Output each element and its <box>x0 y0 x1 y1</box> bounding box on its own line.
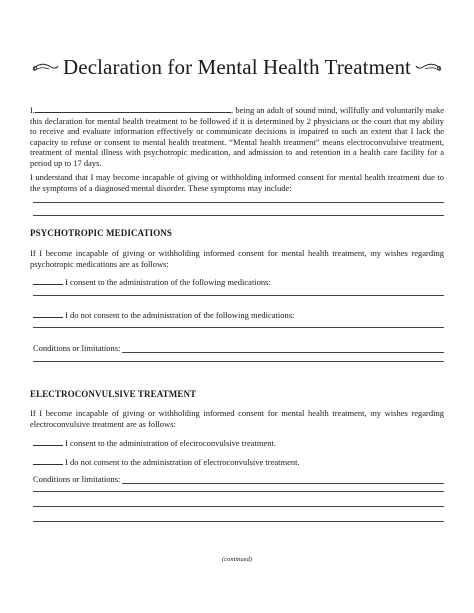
psychotropic-conditions-label: Conditions or limitations: <box>33 343 121 353</box>
psychotropic-consent-row <box>33 276 271 287</box>
psychotropic-noconsent-initials[interactable] <box>33 309 63 318</box>
ect-conditions-line-3[interactable] <box>33 521 444 522</box>
psychotropic-noconsent-label: I do not consent to the administration of the following medications: <box>65 310 295 320</box>
ect-conditions-label: Conditions or limitations: <box>33 474 121 484</box>
ect-conditions-row <box>33 474 444 484</box>
ect-consent-row <box>33 437 276 448</box>
symptoms-line-1[interactable] <box>33 202 444 203</box>
title-row <box>30 52 444 82</box>
intro-prefix: I, <box>30 105 35 115</box>
psychotropic-conditions-line[interactable] <box>33 361 444 362</box>
psychotropic-consent-line[interactable] <box>33 295 444 296</box>
ect-consent-initials[interactable] <box>33 437 63 446</box>
psychotropic-intro: If I become incapable of giving or withholding informed consent for mental health treatment, my wishes regarding psychotropic medications are as follows: <box>30 248 444 269</box>
page-title: Declaration for Mental Health Treatment <box>63 54 411 79</box>
psychotropic-noconsent-row <box>33 309 294 320</box>
symptoms-paragraph: I understand that I may become incapable of giving or withholding informed consent for mental health treatment due to the symptoms of a diagnosed mental disorder. These symptoms may include: <box>30 172 444 193</box>
ect-intro: If I become incapable of giving or withholding informed consent for mental health treatment, my wishes regarding electroconvulsive treatment are as follows: <box>30 408 444 429</box>
ect-noconsent-initials[interactable] <box>33 456 63 465</box>
ect-conditions-field[interactable] <box>122 475 444 484</box>
psychotropic-consent-initials[interactable] <box>33 276 63 285</box>
right-flourish-icon <box>415 59 443 75</box>
left-flourish-icon <box>31 59 59 75</box>
ect-conditions-line-1[interactable] <box>33 491 444 492</box>
psychotropic-consent-label: I consent to the administration of the following medications: <box>65 277 271 287</box>
ect-heading: ELECTROCONVULSIVE TREATMENT <box>30 389 197 399</box>
ect-noconsent-row <box>33 456 300 467</box>
ect-consent-label: I consent to the administration of electroconvulsive treatment. <box>65 438 277 448</box>
intro-paragraph <box>30 104 444 169</box>
ect-conditions-line-2[interactable] <box>33 506 444 507</box>
intro-text: , being an adult of sound mind, willfully and voluntarily make this declaration for mental health treatment to be followed if it is determined by 2 physicians or the court that my ability to receive and evaluate information effectively or communicate decisions is impaired to such an extent that I lack the capacity to refuse or consent to mental health treatment. “Mental health treatment” means electroconvulsive treatment, treatment of mental illness with psychotropic medication, and admission to and retention in a health care facility for a period up to 17 days. <box>30 105 444 168</box>
ect-noconsent-label: I do not consent to the administration of electroconvulsive treatment. <box>65 457 300 467</box>
psychotropic-conditions-field[interactable] <box>122 344 444 353</box>
name-field[interactable] <box>35 104 231 113</box>
symptoms-line-2[interactable] <box>33 215 444 216</box>
continued-note: (continued) <box>222 556 252 563</box>
psychotropic-conditions-row <box>33 343 444 353</box>
psychotropic-heading: PSYCHOTROPIC MEDICATIONS <box>30 228 172 238</box>
psychotropic-noconsent-line[interactable] <box>33 327 444 328</box>
